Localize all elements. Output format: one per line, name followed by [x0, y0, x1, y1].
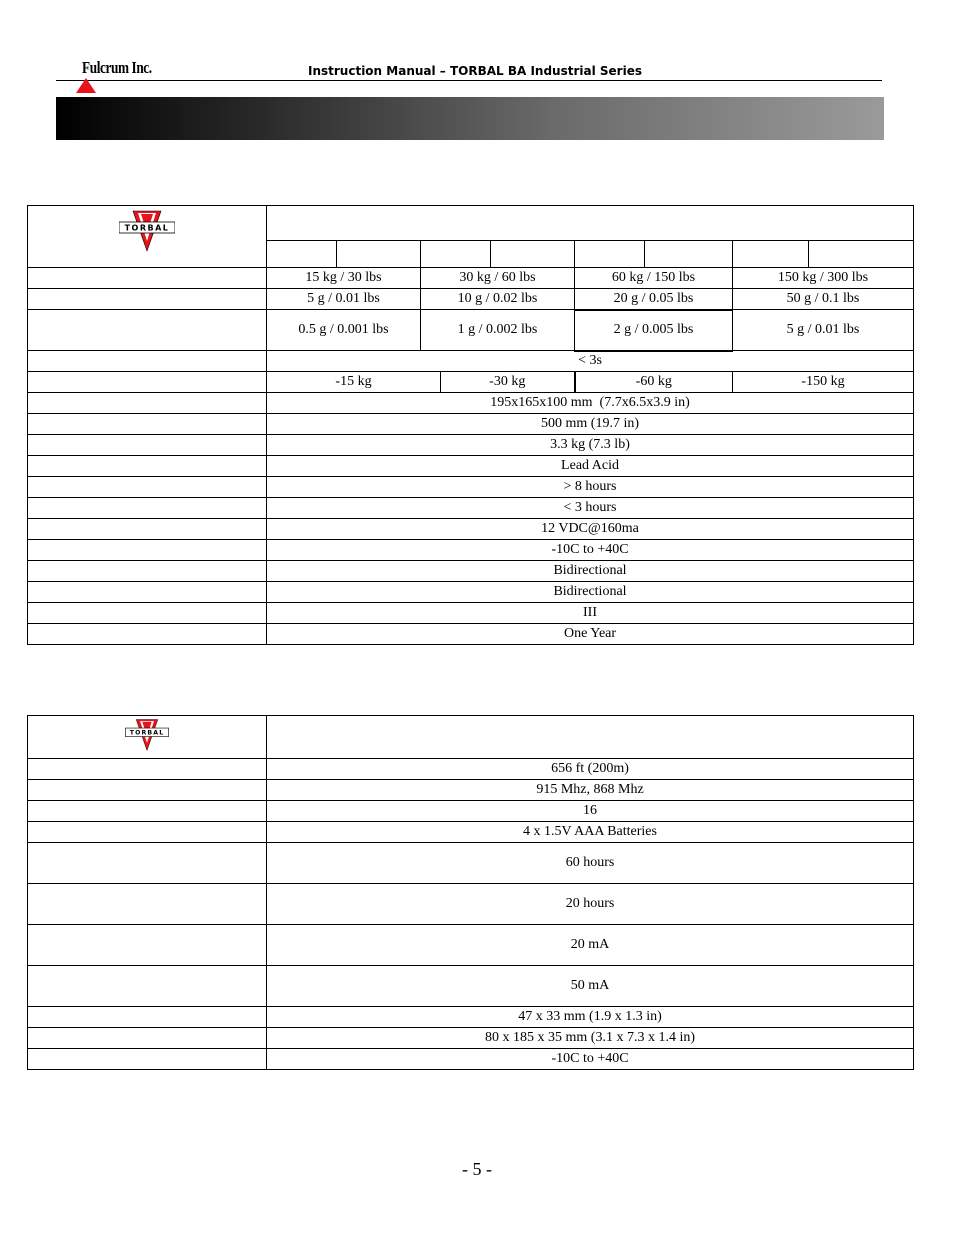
capacity-value: 150 kg / 300 lbs: [733, 268, 914, 289]
row-label: [28, 289, 267, 310]
model-header-cell: [267, 716, 914, 759]
row-label: [28, 966, 267, 1007]
tare-value: -150 kg: [733, 372, 914, 393]
remote-specifications-table: [27, 715, 914, 1070]
row-label: [28, 519, 267, 540]
row-label: [28, 603, 267, 624]
row-label: [28, 310, 267, 351]
model-cell: [491, 241, 575, 268]
spec-value: 20 hours: [267, 884, 914, 925]
spec-value: Bidirectional: [267, 582, 914, 603]
model-cell: [645, 241, 733, 268]
readability-value: 20 g / 0.05 lbs: [575, 289, 733, 310]
row-label: [28, 414, 267, 435]
row-label: [28, 582, 267, 603]
row-label: [28, 624, 267, 645]
stabilization-value: < 3s: [267, 351, 914, 372]
row-label: [28, 843, 267, 884]
row-label: [28, 822, 267, 843]
spec-value: 50 mA: [267, 966, 914, 1007]
internal-resolution-value: 2 g / 0.005 lbs: [575, 310, 733, 351]
spec-value: 12 VDC@160ma: [267, 519, 914, 540]
row-label: [28, 1049, 267, 1070]
specifications-table: [27, 205, 914, 645]
internal-resolution-value: 0.5 g / 0.001 lbs: [267, 310, 421, 351]
page-header: [56, 58, 882, 81]
row-label: [28, 372, 267, 393]
row-label: [28, 435, 267, 456]
company-logo-triangle-icon: [76, 78, 96, 93]
spec-value: -10C to +40C: [267, 1049, 914, 1070]
row-label: [28, 884, 267, 925]
spec-value: -10C to +40C: [267, 540, 914, 561]
spec-value: Bidirectional: [267, 561, 914, 582]
spec-value: 656 ft (200m): [267, 759, 914, 780]
readability-value: 5 g / 0.01 lbs: [267, 289, 421, 310]
tare-value: -30 kg: [441, 372, 575, 393]
row-label: [28, 393, 267, 414]
page-number: - 5 -: [462, 1159, 492, 1179]
torbal-logo-text: TORBAL: [129, 729, 165, 737]
row-label: [28, 268, 267, 289]
spec-value: 195x165x100 mm (7.7x6.5x3.9 in): [267, 393, 914, 414]
spec-value: Lead Acid: [267, 456, 914, 477]
torbal-logo-icon: [119, 209, 175, 253]
header-logo-cell: [28, 716, 267, 759]
readability-value: 10 g / 0.02 lbs: [421, 289, 575, 310]
model-cell: [733, 241, 809, 268]
spec-value: 20 mA: [267, 925, 914, 966]
tare-value: -15 kg: [267, 372, 441, 393]
row-label: [28, 456, 267, 477]
spec-value: 500 mm (19.7 in): [267, 414, 914, 435]
manual-title: Instruction Manual – TORBAL BA Industrial Series: [308, 64, 642, 78]
row-label: [28, 498, 267, 519]
row-label: [28, 351, 267, 372]
spec-value: 16: [267, 801, 914, 822]
spec-value: 60 hours: [267, 843, 914, 884]
model-cell: [421, 241, 491, 268]
torbal-logo-icon: [125, 718, 169, 752]
row-label: [28, 780, 267, 801]
spec-value: > 8 hours: [267, 477, 914, 498]
row-label: [28, 561, 267, 582]
row-label: [28, 801, 267, 822]
spec-value: 915 Mhz, 868 Mhz: [267, 780, 914, 801]
internal-resolution-value: 1 g / 0.002 lbs: [421, 310, 575, 351]
row-label: [28, 1028, 267, 1049]
capacity-value: 30 kg / 60 lbs: [421, 268, 575, 289]
model-cell: [575, 241, 645, 268]
capacity-value: 15 kg / 30 lbs: [267, 268, 421, 289]
spec-value: < 3 hours: [267, 498, 914, 519]
row-label: [28, 540, 267, 561]
row-label: [28, 925, 267, 966]
model-cell: [337, 241, 421, 268]
internal-resolution-value: 5 g / 0.01 lbs: [733, 310, 914, 351]
row-label: [28, 1007, 267, 1028]
spec-value: 3.3 kg (7.3 lb): [267, 435, 914, 456]
spec-value: 80 x 185 x 35 mm (3.1 x 7.3 x 1.4 in): [267, 1028, 914, 1049]
spec-value: One Year: [267, 624, 914, 645]
torbal-logo-text: TORBAL: [124, 223, 170, 233]
tare-value: -60 kg: [575, 372, 733, 393]
model-cell: [809, 241, 914, 268]
capacity-value: 60 kg / 150 lbs: [575, 268, 733, 289]
spec-value: 4 x 1.5V AAA Batteries: [267, 822, 914, 843]
row-label: [28, 477, 267, 498]
model-cell: [267, 241, 337, 268]
header-logo-cell: [28, 206, 267, 268]
company-logo-text: Fulcrum Inc.: [82, 58, 152, 77]
model-header-cell: [267, 206, 914, 241]
spec-value: III: [267, 603, 914, 624]
spec-value: 47 x 33 mm (1.9 x 1.3 in): [267, 1007, 914, 1028]
readability-value: 50 g / 0.1 lbs: [733, 289, 914, 310]
row-label: [28, 759, 267, 780]
section-banner: [56, 97, 884, 140]
